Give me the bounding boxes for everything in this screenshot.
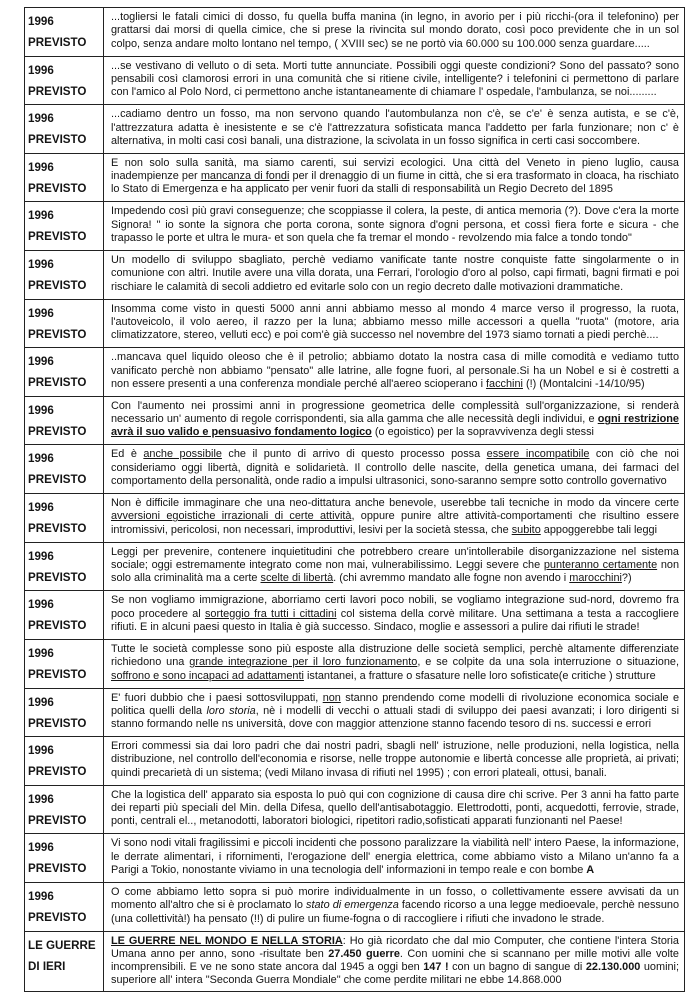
text-fragment: LE GUERRE NEL MONDO E NELLA STORIA [111, 934, 343, 947]
row-label [25, 348, 104, 396]
row-tag: PREVISTO [28, 36, 87, 49]
row-text [104, 105, 684, 153]
text-fragment: Tutte le società complesse sono più esposte alla distruzione delle società semplici, perchè altamente differenziate richiedono una [111, 642, 679, 669]
text-fragment: facendo ricorso a una legge medioevale, perchè nessuno (una collettività!) ha pensato (!!) di pulire un fiume-fogna o di raccogliere i rifiuti che invadono le strade. [111, 899, 679, 925]
table-row [25, 397, 684, 446]
text-fragment: con ciò che noi consideriamo oggi libertà, dignità e solidarietà. Il controllo delle nascite, della genetica umana, dei farmaci del comportamento della personalità, onde radio a impulsi ultrasonici, sono-saranno sempre sotto controllo governativo [111, 448, 679, 488]
row-text [104, 591, 684, 639]
text-fragment: Con l'aumento nei prossimi anni in progressione geometrica delle complessità sull'organizzazione, si renderà necessario un' aumento di regole corrispondenti, sia alla gamma che alle necessità degli individui, e [111, 399, 679, 426]
row-label [25, 737, 104, 785]
text-fragment: O come abbiamo letto sopra si può morire individualmente in un fosso, o collettivamente essere avvisati da un momento all'altro che si è proclamato lo [111, 885, 679, 912]
row-label [25, 689, 104, 737]
row-text [104, 251, 684, 299]
row-text [104, 57, 684, 105]
row-text [104, 737, 684, 785]
row-tag: PREVISTO [28, 133, 87, 147]
row-tag: PREVISTO [28, 522, 87, 536]
text-fragment: . (chi avremmo mandato alle fogne non avendo i [333, 572, 570, 585]
text-fragment: loro storia [206, 704, 256, 717]
table-row [25, 640, 684, 689]
row-tag: PREVISTO [28, 230, 87, 244]
table-row [25, 834, 684, 883]
table-row [25, 543, 684, 592]
row-label [25, 883, 104, 931]
row-tag: PREVISTO [28, 473, 87, 487]
text-fragment: scelte di libertà [260, 572, 334, 585]
row-label [25, 494, 104, 542]
text-fragment: , oppure punire altre attività-comportamenti che risultino essere intromissivi, pericolosi, non necessari, improduttivi, lesivi per la società stessa, che [111, 510, 680, 536]
text-fragment: appoggerebbe tali leggi [540, 523, 658, 536]
row-label [25, 300, 104, 348]
row-tag: PREVISTO [28, 619, 87, 633]
row-year: 1996 [28, 549, 54, 563]
row-label [25, 8, 104, 56]
text-fragment: Non è difficile immaginare che una neo-dittatura anche benevole, userebbe tali tecniche in modo da vincere certe [111, 497, 679, 510]
row-label [25, 202, 104, 250]
text-fragment: 147 ! [423, 961, 449, 974]
text-fragment: grande integrazione per il loro funzionamento [189, 656, 418, 669]
table-row [25, 105, 684, 154]
text-fragment: mancanza di fondi [200, 170, 290, 183]
text-fragment: punteranno certamente [543, 559, 658, 571]
text-fragment: non solo alla criminalità ma a certe [111, 559, 679, 585]
row-year: 1996 [28, 841, 54, 855]
row-label [25, 834, 104, 882]
table-row [25, 348, 684, 397]
text-fragment: stanno prendendo come modelli di rivoluzione economica sociale e politica quelli della [111, 691, 680, 717]
text-fragment: E' fuori dubbio che i paesi sottosviluppati, [111, 691, 323, 704]
row-year: 1996 [28, 306, 54, 320]
table-row [25, 786, 684, 835]
row-tag: PREVISTO [28, 765, 87, 779]
row-label [25, 154, 104, 202]
table-row [25, 591, 684, 640]
row-tag: PREVISTO [28, 667, 87, 681]
row-year: 1996 [28, 112, 54, 126]
row-text [104, 543, 684, 591]
row-year: 1996 [28, 646, 54, 660]
row-label [25, 57, 104, 105]
row-year: 1996 [28, 501, 54, 515]
text-fragment: A [586, 863, 595, 876]
row-tag: PREVISTO [28, 813, 87, 827]
row-tag: PREVISTO [28, 424, 87, 438]
row-year: 1996 [28, 744, 54, 758]
table-row [25, 737, 684, 786]
text-fragment: marocchini [569, 572, 622, 585]
row-year: 1996 [28, 598, 54, 612]
row-text [104, 640, 684, 688]
text-fragment: ...cadiamo dentro un fosso, ma non servono quando l'autombulanza non c'è, se c'e' è senza autista, e se c'è, l'attrezzatura adatta è inesistente e se c'è l'attrezzatura sofisticata manca l'addetto per farla funzionare; non c' è alternativa, in molti casi così banali, una distrazione, la scivolata in un fosso significa in certi casi soccombere. [111, 108, 679, 147]
row-year: 1996 [28, 452, 54, 466]
text-fragment: (!) (Montalcini -14/10/95) [522, 377, 645, 390]
table-row [25, 494, 684, 543]
text-fragment: col sistema della corvè militare. Una settimana a testa a raccogliere rifiuti. E in alcuni paesi questo in Italia è già successo. Sindaco, moglie e assessori a pulire dai rifiuti le strade! [111, 607, 679, 633]
text-fragment: 22.130.000 [585, 961, 641, 974]
table-row [25, 689, 684, 738]
row-text [104, 932, 684, 992]
row-year: 1996 [28, 792, 54, 806]
row-year: 1996 [28, 63, 54, 77]
row-year: 1996 [28, 160, 54, 174]
row-text [104, 445, 684, 493]
text-fragment: ?) [621, 572, 632, 585]
text-fragment: ..mancava quel liquido oleoso che è il petrolio; abbiamo dotato la nostra casa di mille comodità e vediamo tutto vanificato perchè non abbiamo "pensato" alle latrine, alle fogne fuori, al personale.Si ha un Nobel e si è costretti a non essere presenti a una conferenza mondiale perché all'aereo scioperano i [111, 351, 679, 390]
row-text [104, 786, 684, 834]
row-text [104, 8, 684, 56]
row-year: 1996 [28, 209, 54, 223]
row-tag: PREVISTO [28, 279, 87, 293]
text-fragment: Vi sono nodi vitali fragilissimi e piccoli incidenti che possono paralizzare la viabilità nell' intero Paese, la informazione, le derrate alimentari, i rifornimenti, l'erogazione dell' energia elettrica, come abbiamo visto a Milano un'anno fa a Parigi a Tokio, nonostante viviamo in una tecnologia dell' informazioni in tempo reale e con bombe [111, 837, 679, 876]
text-fragment: Che la logistica dell' apparato sia esposta lo può qui con cognizione di causa dire chi scrive. Per 3 anni ha fatto parte dei reparti più speciali del Min. della Difesa, quello dell'antisabotaggio. Elettrodotti, ponti, acquedotti, ferrovie, strade, ponti, centrali el.., metanodotti, laboratori biologici, ripetitori radio,sofisticati apparati funzionanti nel Paese! [111, 788, 679, 828]
row-label [25, 591, 104, 639]
row-tag: PREVISTO [28, 570, 87, 584]
text-fragment: istantanei, a fratture o sfasature nelle loro sofisticate(e critiche ) strutture [303, 669, 656, 682]
row-year: 1996 [28, 889, 54, 903]
text-fragment: anche possibile [143, 448, 222, 461]
text-fragment: Insomma come visto in questi 5000 anni anni abbiamo messo al mondo 4 marce verso il progresso, la ruota, l'autoveicolo, il volo aereo, il razzo per la luna; abbiamo messo mille accessori a quella "ruota" (motore, aria climatizzatore, stereo, velluti ecc) e poi com'è già successo nel novembre del 1973 siamo tornati a piedi perchè.... [111, 302, 679, 342]
row-year: 1996 [28, 403, 54, 417]
table-row [25, 57, 684, 106]
row-tag: PREVISTO [28, 84, 87, 98]
document-table [24, 7, 685, 992]
text-fragment: Leggi per prevenire, contenere inquietitudini che potrebbero creare un'intollerabile disorganizzazione nel sistema sociale; oggi estremamente integrato come non mai, vulnerabilissimo. Leggi severe che [111, 545, 679, 571]
row-year: 1996 [28, 695, 54, 709]
text-fragment: 27.450 guerre [328, 947, 400, 960]
text-fragment: , e se colpite da una sola interruzione o situazione, [417, 656, 679, 669]
row-tag: PREVISTO [28, 716, 87, 730]
table-row [25, 202, 684, 251]
text-fragment: E non solo sulla sanità, ma siamo carenti, sui servizi ecologici. Una città del Veneto in pieno luglio, causa inadempienze per [111, 156, 679, 183]
table-row [25, 154, 684, 203]
row-year: 1996 [28, 355, 54, 369]
table-row [25, 300, 684, 349]
row-label [25, 932, 104, 992]
text-fragment: che il punto di arrivo di questo processo possa [221, 448, 487, 461]
text-fragment: soffrono e sono incapaci ad adattamenti [111, 669, 304, 682]
row-tag: DI IERI [28, 959, 66, 973]
row-label [25, 105, 104, 153]
row-text [104, 689, 684, 737]
text-fragment: sorteggio fra tutti i cittadini [204, 607, 337, 620]
text-fragment: Un modello di sviluppo sbagliato, perchè vediamo vanificate tante nostre conquiste fatte singolarmente o in comunione con altri. Inutile avere una villa dorata, una Ferrari, l'orologio d'oro al polso, capi firmati, bagni firmati e poi rischiare le calamità di secoli addietro ed evitarle solo con un regio decreto dalle motivazioni drammatiche. [111, 254, 679, 293]
table-row [25, 445, 684, 494]
table-row [25, 8, 684, 57]
table-row [25, 932, 684, 992]
row-tag: PREVISTO [28, 862, 87, 876]
row-text [104, 494, 684, 542]
text-fragment: uomini; superiore all' intera "Seconda Guerra Mondiale" che come perdite militari ne ebbe 14.868.000 [111, 961, 679, 987]
row-label [25, 786, 104, 834]
row-tag: PREVISTO [28, 181, 87, 195]
row-label [25, 251, 104, 299]
row-year: 1996 [28, 258, 54, 272]
text-fragment: . Con uomini che si scannano per mille motivi alle volte incomprensibili. E ve ne sono state ancora dal 1945 a oggi ben [111, 947, 679, 974]
text-fragment: Se non vogliamo immigrazione, aborriamo certi lavori poco nobili, se vogliamo integrazione sud-nord, dovremo fra poco procedere al [111, 594, 679, 620]
row-text [104, 834, 684, 882]
text-fragment: , nè i modelli di vecchi o attuali stadi di sviluppo dei paesi avanzati; i loro dirigenti si stanno formando nelle ns università, dove con maggior attenzione stanno facendo tesoro di ns. successi e errori [111, 704, 679, 731]
table-row [25, 883, 684, 932]
row-text [104, 300, 684, 348]
row-text [104, 202, 684, 250]
table-row [25, 251, 684, 300]
text-fragment: essere incompatibile [486, 448, 590, 461]
text-fragment: facchini [486, 377, 523, 390]
row-year: 1996 [28, 15, 54, 28]
text-fragment: subito [511, 523, 541, 536]
text-fragment: stato di emergenza [306, 899, 399, 912]
text-fragment: ...togliersi le fatali cimici di dosso, fu quella buffa manina (in legno, in avorio per i più ricchi-(ora il telefonino) per grattarsi dai morsi di quella cimice, che si prese la rivincita sul mondo dorato, così poco previdente che in un sol colpo, senza andare molto lontano nel tempo, ( XVIII sec) se ne portò via 60.000 su 100.000 senza guardare..... [111, 11, 679, 50]
text-fragment: Ed è [111, 448, 144, 461]
row-label [25, 640, 104, 688]
text-fragment: Errori commessi sia dai loro padri che dai nostri padri, sbagli nell' istruzione, nelle produzioni, nella logistica, nella distribuzione, nel controllo dell'economia e risorse, nelle troppe autonomie e libertà concesse alle proprietà, ai privati; quindi precarietà di un sistema; (vedi Milano invasa di rifiuti nel 1995) ; con errori plateali, ottusi, banali. [111, 740, 679, 779]
text-fragment: : Ho già ricordato che dal mio Computer, che contiene l'intera Storia Umana anno per anno, sono -risultate ben [111, 934, 679, 960]
text-fragment: per il drenaggio di un fiume in città, che si era trasformato in cloaca, ha rischiato lo Stato di Emergenza e ha applicato per venir fuori da stalli di responsabilità un Regio Decreto del 1895 [111, 170, 679, 196]
text-fragment: con un bagno di sangue di [448, 961, 586, 974]
row-text [104, 883, 684, 931]
row-tag: PREVISTO [28, 376, 87, 390]
row-tag: PREVISTO [28, 327, 87, 341]
text-fragment: (o egoistico) per la sopravvivenza degli stessi [371, 426, 594, 439]
row-label [25, 445, 104, 493]
row-text [104, 154, 684, 202]
row-text [104, 397, 684, 445]
text-fragment: ogni restrizione avrà il suo valido e pensuasivo fondamento logico [111, 413, 679, 439]
row-year: LE GUERRE [28, 938, 96, 952]
row-tag: PREVISTO [28, 910, 87, 924]
row-label [25, 543, 104, 591]
text-fragment: ...se vestivano di velluto o di seta. Morti tutte annunciate. Possibili oggi queste condizioni? Sono del passato? sono pensabili così clamorosi errori in una comunità che si ritiene civile, intelligente? i telefonini ci permettono di parlare con l'amico al Polo Nord, ci permettono anche istantaneamente di chiamare l' ospedale, l'ambulanza, se noi......... [111, 59, 679, 99]
text-fragment: non [322, 691, 341, 704]
text-fragment: avversioni egoistiche irrazionali di certe attività [111, 510, 352, 523]
row-label [25, 397, 104, 445]
text-fragment: Impedendo così più gravi conseguenze; che scoppiasse il colera, la peste, di antica memoria (?). Dove c'era la morte Signora! " io sonte la signora che porta corona, sonte signora d'ogni persona, et cossì fiera forte e sicura - che trapasso le porte et ultra le mura- et son quela che fa tremar el mondo - revolzendo mia falce a tondo tondo" [111, 205, 679, 245]
row-text [104, 348, 684, 396]
